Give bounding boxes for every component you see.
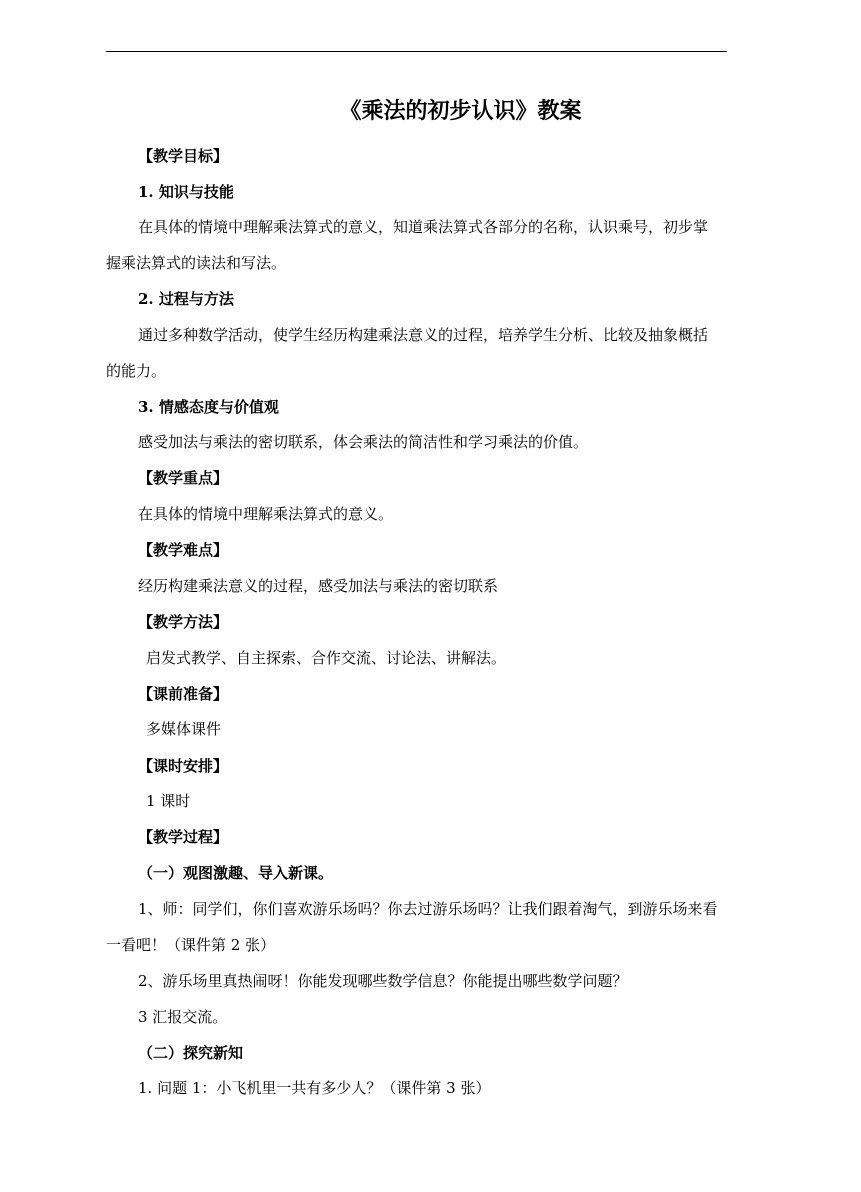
heading-key-points: 【教学重点】 <box>138 469 229 487</box>
paragraph-line: 一看吧！（课件第 2 张） <box>106 936 276 954</box>
paragraph-line: 感受加法与乘法的密切联系，体会乘法的简洁性和学习乘法的价值。 <box>138 433 589 451</box>
paragraph-line: 启发式教学、自主探索、合作交流、讨论法、讲解法。 <box>146 649 507 667</box>
subheading-attitude-values: 3. 情感态度与价值观 <box>138 398 279 416</box>
heading-preparation: 【课前准备】 <box>138 685 229 703</box>
header-rule <box>106 51 727 52</box>
heading-teaching-goals: 【教学目标】 <box>138 147 229 165</box>
paragraph-line: 1、师：同学们，你们喜欢游乐场吗？你去过游乐场吗？让我们跟着淘气，到游乐场来看 <box>138 900 718 918</box>
subheading-introduction: （一）观图激趣、导入新课。 <box>138 864 334 882</box>
document-title: 《乘法的初步认识》教案 <box>339 98 582 124</box>
subheading-process-method: 2. 过程与方法 <box>138 290 234 308</box>
paragraph-line: 在具体的情境中理解乘法算式的意义，知道乘法算式各部分的名称，认识乘号，初步掌 <box>138 218 709 236</box>
paragraph-line: 1. 问题 1：小飞机里一共有多少人？（课件第 3 张） <box>138 1079 491 1097</box>
paragraph-line: 经历构建乘法意义的过程，感受加法与乘法的密切联系 <box>138 577 499 595</box>
paragraph-line: 1 课时 <box>146 792 191 810</box>
heading-teaching-methods: 【教学方法】 <box>138 613 229 631</box>
paragraph-line: 3 汇报交流。 <box>138 1008 228 1026</box>
heading-difficulties: 【教学难点】 <box>138 541 229 559</box>
paragraph-line: 多媒体课件 <box>146 720 222 738</box>
subheading-explore: （二）探究新知 <box>138 1044 244 1062</box>
paragraph-line: 2、游乐场里真热闹呀！你能发现哪些数学信息？你能提出哪些数学问题？ <box>138 972 628 990</box>
paragraph-line: 的能力。 <box>106 362 167 380</box>
paragraph-line: 在具体的情境中理解乘法算式的意义。 <box>138 505 394 523</box>
heading-schedule: 【课时安排】 <box>138 757 229 775</box>
paragraph-line: 通过多种数学活动，使学生经历构建乘法意义的过程，培养学生分析、比较及抽象概括 <box>138 326 709 344</box>
paragraph-line: 握乘法算式的读法和写法。 <box>106 254 287 272</box>
subheading-knowledge-skills: 1. 知识与技能 <box>138 183 234 201</box>
heading-teaching-process: 【教学过程】 <box>138 828 229 846</box>
